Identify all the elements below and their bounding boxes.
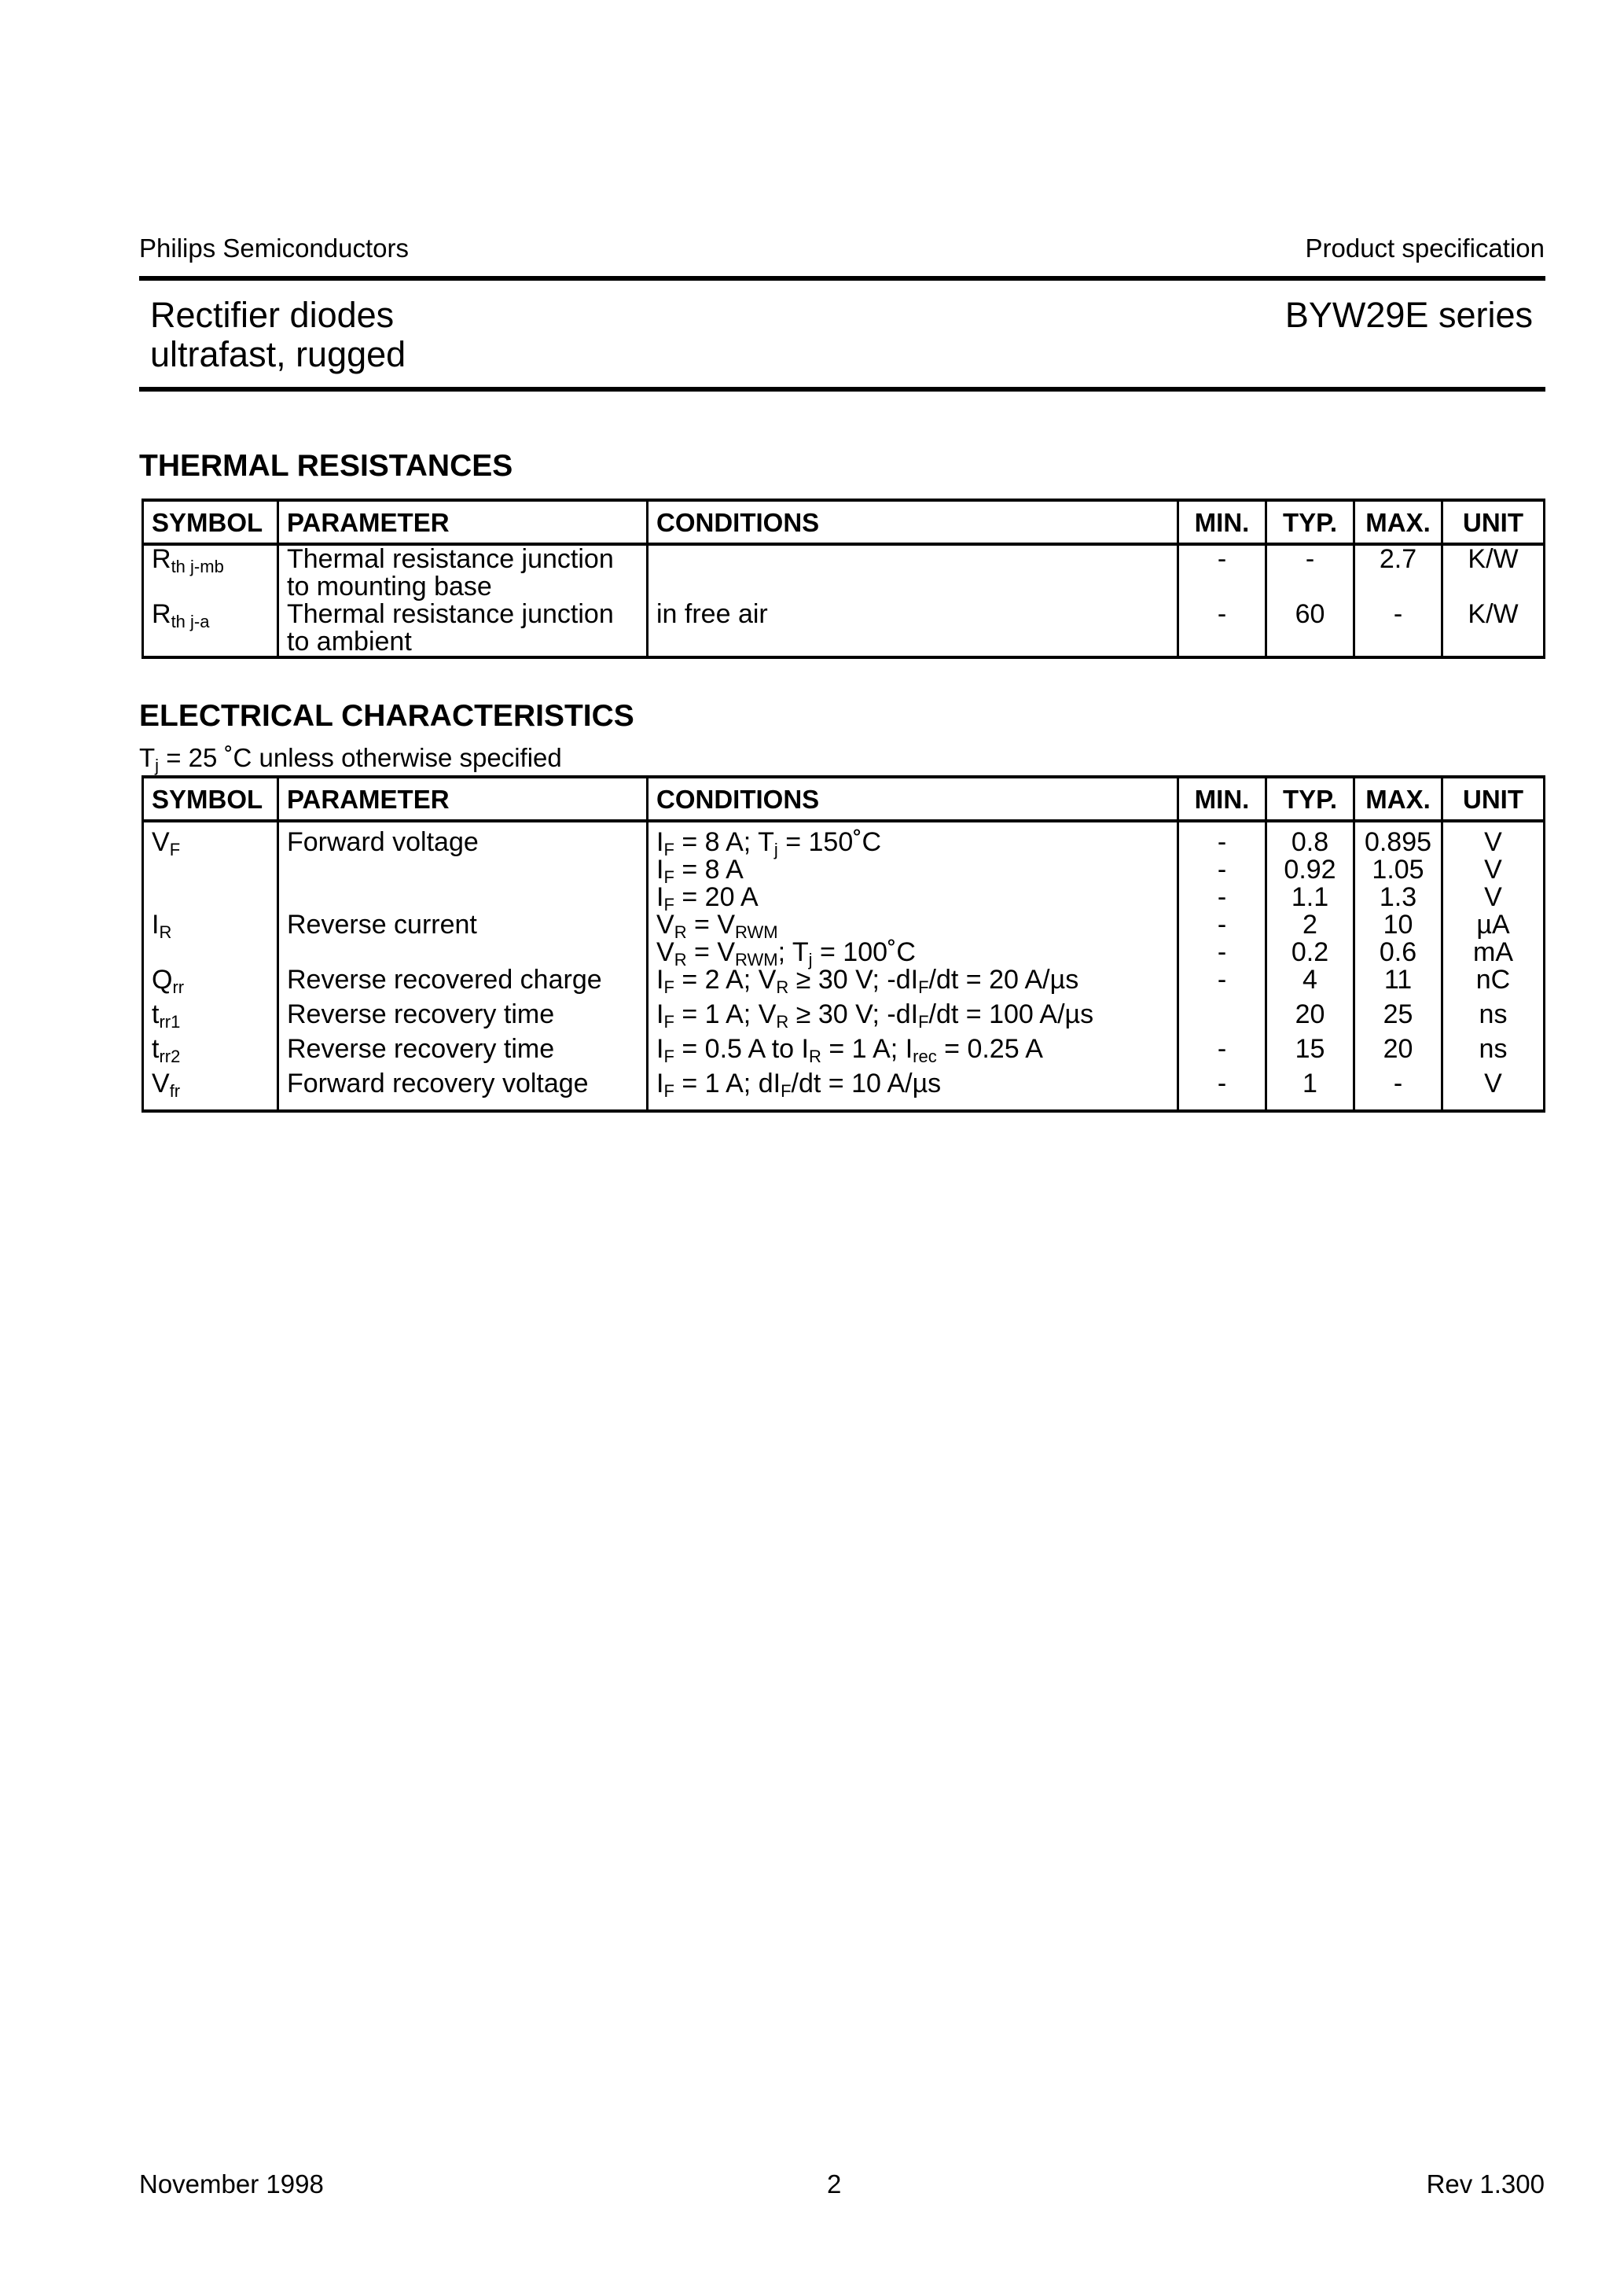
parameter-text: Reverse current: [287, 910, 477, 940]
col-header-symbol: SYMBOL: [143, 500, 278, 544]
unit-cell: [1442, 911, 1545, 966]
title-line-1: Rectifier diodes: [150, 295, 395, 335]
section-heading-thermal: THERMAL RESISTANCES: [139, 449, 513, 483]
table-header-row: [143, 777, 1545, 821]
col-header-max: MAX.: [1354, 777, 1442, 821]
note-subscript: j: [155, 756, 160, 775]
typ-cell: [1266, 966, 1354, 1001]
symbol-text: R: [152, 544, 171, 574]
min-value: -: [1217, 882, 1227, 912]
table-row: [143, 1001, 1545, 1036]
min-value: -: [1217, 937, 1227, 967]
col-header-min: MIN.: [1178, 500, 1266, 544]
min-value: [1181, 1001, 1263, 1028]
typ-cell: [1266, 911, 1354, 966]
symbol-cell: [143, 911, 278, 966]
col-header-typ: TYP.: [1266, 500, 1354, 544]
symbol-subscript: rr: [172, 977, 185, 997]
typ-value: 0.2: [1291, 937, 1329, 967]
symbol-text: t: [152, 1034, 160, 1064]
typ-cell: [1266, 1070, 1354, 1111]
table-row: [143, 911, 1545, 966]
max-cell: [1354, 1001, 1442, 1036]
min-cell: -: [1178, 544, 1266, 601]
typ-value: 1.1: [1291, 882, 1329, 912]
section-heading-electrical: ELECTRICAL CHARACTERISTICS: [139, 699, 634, 733]
typ-cell: [1266, 821, 1354, 911]
col-header-parameter: PARAMETER: [278, 500, 648, 544]
min-value: -: [1217, 855, 1227, 885]
table-header-row: [143, 500, 1545, 544]
parameter-text: Thermal resistance junction: [287, 599, 614, 629]
max-value: 20: [1383, 1034, 1413, 1064]
max-value: 1.05: [1372, 855, 1424, 885]
unit-value: ns: [1479, 999, 1508, 1029]
parameter-text: Reverse recovered charge: [287, 965, 602, 995]
symbol-subscript: th j-a: [171, 612, 210, 631]
col-header-conditions: CONDITIONS: [648, 500, 1178, 544]
conditions-cell: [648, 544, 1178, 601]
note-symbol: T: [139, 743, 156, 772]
max-value: 1.3: [1379, 882, 1417, 912]
symbol-subscript: fr: [169, 1081, 181, 1101]
col-header-parameter: PARAMETER: [278, 777, 648, 821]
symbol-subscript: rr2: [159, 1047, 181, 1066]
conditions-cell: [648, 910, 1178, 970]
typ-value: 2: [1303, 910, 1317, 940]
table-row: [143, 821, 1545, 911]
typ-value: 15: [1295, 1034, 1325, 1064]
unit-value: µA: [1476, 910, 1510, 940]
symbol-cell: [143, 821, 278, 911]
footer-date: November 1998: [139, 2169, 324, 2198]
symbol-text: I: [152, 910, 160, 940]
min-value: -: [1217, 1034, 1227, 1064]
parameter-text: Reverse recovery time: [287, 1034, 555, 1064]
typ-cell: 60: [1266, 601, 1354, 657]
unit-cell: [1442, 1070, 1545, 1111]
symbol-subscript: rr1: [159, 1012, 181, 1032]
symbol-cell: [143, 966, 278, 1001]
max-cell: [1354, 911, 1442, 966]
min-value: -: [1217, 965, 1227, 995]
min-cell: [1178, 1036, 1266, 1070]
min-cell: -: [1178, 601, 1266, 657]
max-cell: 2.7: [1354, 544, 1442, 601]
parameter-text: to mounting base: [287, 572, 492, 602]
col-header-conditions: CONDITIONS: [648, 777, 1178, 821]
parameter-cell: [278, 544, 648, 601]
parameter-cell: [278, 1001, 648, 1036]
max-value: 25: [1383, 999, 1413, 1029]
col-header-typ: TYP.: [1266, 777, 1354, 821]
series-name: BYW29E series: [1284, 295, 1533, 335]
table-row: [143, 1036, 1545, 1070]
table-row: [143, 1070, 1545, 1111]
col-header-unit: UNIT: [1442, 777, 1545, 821]
parameter-cell: [278, 1070, 648, 1111]
unit-value: V: [1484, 1069, 1502, 1098]
typ-value: 4: [1303, 965, 1317, 995]
typ-cell: [1266, 1036, 1354, 1070]
symbol-cell: [143, 1036, 278, 1070]
conditions-cell: [648, 821, 1178, 914]
parameter-text: Forward voltage: [287, 827, 479, 857]
condition-line: IF = 8 A; Tj = 150˚C: [656, 827, 882, 859]
typ-cell: -: [1266, 544, 1354, 601]
typ-value: 0.92: [1284, 855, 1336, 885]
footer-page-number: 2: [827, 2169, 842, 2198]
symbol-subscript: th j-mb: [171, 557, 224, 576]
unit-value: nC: [1475, 965, 1511, 995]
condition-line: VR = VRWM; Tj = 100˚C: [656, 937, 916, 970]
min-value: -: [1217, 910, 1227, 940]
symbol-text: Q: [152, 965, 173, 995]
company-name: Philips Semiconductors: [139, 234, 409, 263]
unit-cell: [1442, 1036, 1545, 1070]
conditions-cell: [648, 1036, 1178, 1070]
condition-line: IF = 1 A; VR ≥ 30 V; -dIF/dt = 100 A/µs: [656, 999, 1094, 1032]
conditions-cell: in free air: [648, 601, 1178, 657]
col-header-symbol: SYMBOL: [143, 777, 278, 821]
max-cell: -: [1354, 601, 1442, 657]
max-value: 0.895: [1364, 827, 1432, 857]
max-value: -: [1393, 1069, 1403, 1098]
table-row: [143, 601, 1545, 657]
condition-line: IF = 0.5 A to IR = 1 A; Irec = 0.25 A: [656, 1034, 1043, 1066]
condition-line: IF = 1 A; dIF/dt = 10 A/µs: [656, 1069, 942, 1101]
conditions-cell: [648, 1070, 1178, 1111]
unit-cell: [1442, 1001, 1545, 1036]
unit-cell: [1442, 966, 1545, 1001]
min-cell: [1178, 966, 1266, 1001]
unit-value: V: [1484, 827, 1502, 857]
typ-value: 20: [1295, 999, 1325, 1029]
note-text: = 25 ˚C unless otherwise specified: [159, 743, 562, 772]
max-value: 11: [1383, 965, 1413, 995]
parameter-text: Thermal resistance junction: [287, 544, 614, 574]
parameter-text: to ambient: [287, 627, 412, 657]
unit-cell: [1442, 821, 1545, 911]
typ-value: 1: [1303, 1069, 1317, 1098]
min-value: -: [1217, 1069, 1227, 1098]
symbol-cell: [143, 1070, 278, 1111]
max-cell: [1354, 821, 1442, 911]
symbol-cell: [143, 601, 278, 657]
unit-value: mA: [1473, 937, 1513, 967]
table-row: [143, 966, 1545, 1001]
thermal-table: [141, 499, 1545, 659]
symbol-text: t: [152, 999, 160, 1029]
min-cell: [1178, 1001, 1266, 1036]
max-value: 0.6: [1379, 937, 1417, 967]
unit-value: V: [1484, 855, 1502, 885]
col-header-max: MAX.: [1354, 500, 1442, 544]
symbol-text: R: [152, 599, 171, 629]
parameter-cell: [278, 601, 648, 657]
header-rule-top: [139, 276, 1545, 281]
conditions-cell: [648, 1001, 1178, 1036]
unit-cell: K/W: [1442, 601, 1545, 657]
parameter-cell: [278, 911, 648, 966]
symbol-subscript: R: [159, 922, 172, 942]
parameter-text: Reverse recovery time: [287, 999, 555, 1029]
document-type: Product specification: [1305, 234, 1545, 263]
col-header-unit: UNIT: [1442, 500, 1545, 544]
min-cell: [1178, 821, 1266, 911]
electrical-table: [141, 775, 1545, 1113]
parameter-text: Forward recovery voltage: [287, 1069, 589, 1098]
parameter-cell: [278, 1036, 648, 1070]
max-value: 10: [1383, 910, 1413, 940]
table-row: [143, 544, 1545, 601]
parameter-cell: [278, 821, 648, 911]
max-cell: [1354, 1070, 1442, 1111]
parameter-cell: [278, 966, 648, 1001]
footer-revision: Rev 1.300: [1426, 2169, 1545, 2198]
condition-line: IF = 8 A: [656, 855, 744, 887]
condition-line: VR = VRWM: [656, 910, 778, 942]
col-header-min: MIN.: [1178, 777, 1266, 821]
unit-cell: K/W: [1442, 544, 1545, 601]
symbol-subscript: F: [169, 840, 181, 859]
conditions-cell: [648, 966, 1178, 1001]
unit-value: ns: [1479, 1034, 1508, 1064]
symbol-cell: [143, 1001, 278, 1036]
max-cell: [1354, 1036, 1442, 1070]
typ-cell: [1266, 1001, 1354, 1036]
min-cell: [1178, 1070, 1266, 1111]
condition-line: IF = 20 A: [656, 882, 759, 914]
typ-value: 0.8: [1291, 827, 1329, 857]
min-cell: [1178, 911, 1266, 966]
header-rule-bottom: [139, 387, 1545, 392]
symbol-text: V: [152, 827, 170, 857]
symbol-cell: [143, 544, 278, 601]
condition-line: IF = 2 A; VR ≥ 30 V; -dIF/dt = 20 A/µs: [656, 965, 1079, 997]
max-cell: [1354, 966, 1442, 1001]
title-line-2: ultrafast, rugged: [150, 334, 406, 374]
unit-value: V: [1484, 882, 1502, 912]
min-value: -: [1217, 827, 1227, 857]
symbol-text: V: [152, 1069, 170, 1098]
